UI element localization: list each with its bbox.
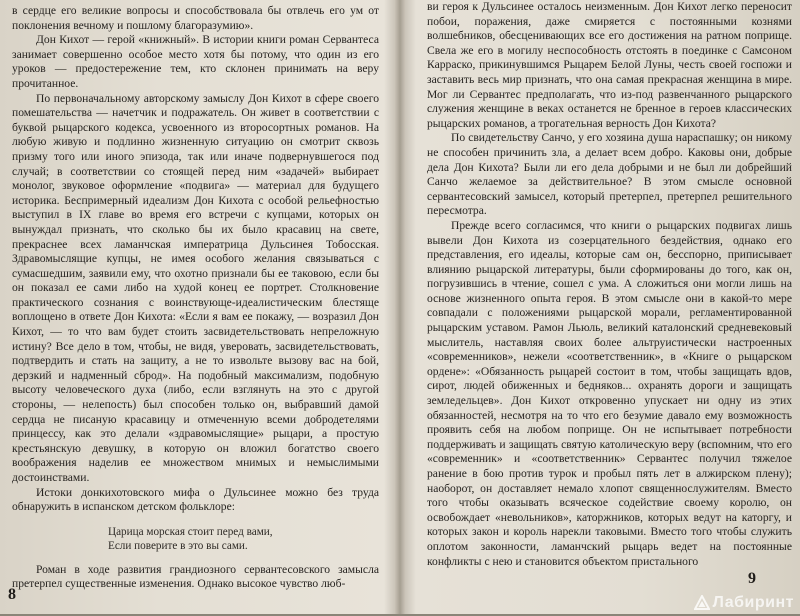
page-number: 8	[8, 586, 16, 603]
paragraph: Дон Кихот — герой «книжный». В истории книги роман Сервантеса занимает совершенно особое место хотя бы потому, что один из его уроков — предостережение тем, кто склонен принимать на веру прочитанное.	[12, 33, 379, 90]
watermark-text: Лабиринт	[712, 594, 794, 611]
paragraph: Роман в ходе развития грандиозного сервантесовского замысла претерпел существенные изменения. Однако высокое чувство люб-	[12, 562, 379, 591]
right-page-text	[427, 0, 792, 569]
verse-quote	[108, 525, 379, 553]
paragraph: По свидетельству Санчо, у его хозяина душа нараспашку; он никому не способен причинить зла, а делает всем добро. Каковы они, добрые дела Дон Кихота? Были ли его дела добрыми и не был ли добрейший Санчо желаемое за действительное? В этом смысле основной сервантесовский замысел, который претерпел, претерпел решительного пересмотра.	[427, 131, 792, 218]
left-page	[0, 0, 395, 614]
book-gutter	[395, 0, 405, 614]
verse-line: Если поверите в это вы сами.	[108, 539, 248, 552]
verse-line: Царица морская стоит перед вами,	[108, 525, 273, 538]
right-page	[405, 0, 800, 614]
left-page-text	[12, 4, 379, 592]
watermark-logo	[694, 594, 794, 612]
paragraph: ви героя к Дульсинее осталось неизменным. Дон Кихот легко переносит побои, поражения, даже смиряется с постоянными кознями волшебников, обесценивающих все его достижения на ратном поприще. Свела же его в могилу неспособность отстоять в поединке с Самсоном Карраско, прикинувшимся Рыцарем Белой Луны, честь своей госпожи и заставить весь мир признать, что она самая прекрасная женщина в мире. Мог ли Сервантес предполагать, что из-под развенчанного рыцарского служения женщине в веках останется не бренное в героев классических рыцарских романов, а трогательная верность Дон Кихота?	[427, 0, 792, 130]
labyrinth-logo-icon	[694, 595, 710, 611]
paragraph: Истоки донкихотовского мифа о Дульсинее можно без труда обнаружить в испанском детском фольклоре:	[12, 485, 379, 514]
paragraph: в сердце его великие вопросы и способствовала бы отвлечь его ум от поклонения вечному и пошлому благоразумию».	[12, 4, 379, 32]
page-number: 9	[748, 570, 756, 587]
paragraph: Прежде всего согласимся, что книги о рыцарских подвигах лишь вывели Дон Кихота из созерцательного бездействия, однако его представления, его идеалы, которые сам он, бесспорно, приписывает влиянию рыцарской литературы, были сформированы до того, как он, погрузившись в чтение, сошел с ума. А сложиться они могли лишь на основе жизненного опыта героя. В этом смысле они в какой-то мере совпадали с положениями рыцарской морали, регламентированной рыцарским уставом. Рамон Льюль, великий каталонский средневековый мыслитель, наставляя своих более альтруистически настроенных «современников», нежели «соответственник», в «Книге о рыцарском ордене»: «Обязанность рыцарей состоит в том, чтобы защищать вдов, сирот, людей обиженных и бедняков... охранять дороги и защищать земледельцев». Дон Кихот откровенно упускает ни одну из этих обязанностей, несмотря на то что его безумие давало ему возможность проявить себя на любом поприще. Он не испытывает потребности поддерживать и защищать святую католическую веру (вспомним, что его «современник» и «соответственник» Сервантес получил тяжелое ранение в бою против турок и пробыл пять лет в алжирском плену); наоборот, он доставляет немало хлопот священнослужителям. Вместо того чтобы оказывать всяческое содействие своему королю, он освобождает «невольников», каторжников, которых ведут на каторгу, и которых закон и король нарекли таковыми. Вместо того чтобы служить оплотом законности, ламанчский рыцарь ведет на постоянные конфликты с нею и становится объектом пристального	[427, 218, 792, 568]
paragraph: По первоначальному авторскому замыслу Дон Кихот в сфере своего помешательства — начетчик и подражатель. Он живет в соответствии с буквой рыцарского кодекса, усвоенного из второсортных романов. На любую живую и подлинно жизненную ситуацию он смотрит сквозь призму того или иного эпизода, так или иначе подвернувшегося под случай; в соответствии со стоящей перед ним «задачей» выбирает монолог, звуковое оформление «подвига» — материал для будущего историка. Беспримерный идеализм Дон Кихота с особой рельефностью выступил в IX главе во время его встречи с купцами, которых он вынуждал признать, что сколько бы их было красавиц на свете, прекраснее всех ламанчская императрица Дульсинея Тобосская. Здравомыслящие купцы, не имея особого желания связываться с сумасшедшим, заявили ему, что охотно признали бы ее таковою, если бы он показал ее сами либо на худой конец ее портрет. Столкновение практического сознания с воинствующе-идеалистическим блестяще воплощено в ответе Дон Кихота: «Если я вам ее покажу, — возразил Дон Кихот, — то что вам будет стоить засвидетельствовать непреложную истину? Все дело в том, чтобы, не видя, уверовать, засвидетельствовать, подтвердить и стать на защиту, а не то извольте вызову вас на бой, дерзкий и надменный сброд». На подобный максимализм, подобную высоту человеческого духа (либо, если взглянуть на это с другой стороны, — нелепость) был способен только он, выбравший дамой сердца не писаную красавицу и отмеченную всеми добродетелями принцессу, как это делали «здравомыслящие» рыцари, а простую крестьянскую девушку, в которую он вложил богатство своего воображения наделив ее множеством мнимых и немыслимыми достоинствами.	[12, 91, 379, 484]
